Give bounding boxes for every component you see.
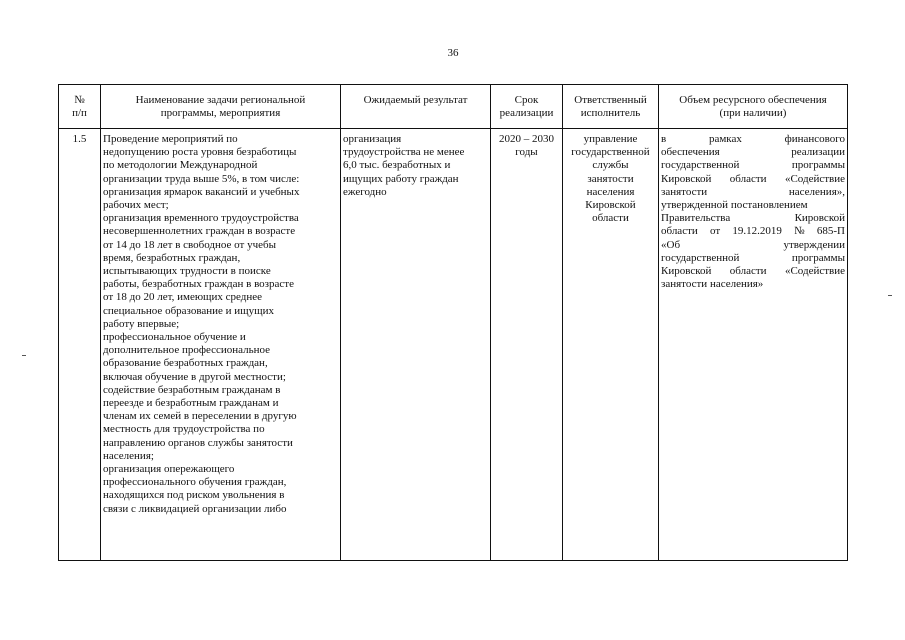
header-executor-line: Ответственный: [574, 94, 647, 106]
task-line: несовершеннолетних граждан в возрасте: [103, 225, 296, 238]
resources-line: области от 19.12.2019 № 685-П: [661, 225, 845, 238]
executor-line: службы: [592, 159, 629, 172]
header-term: [491, 85, 563, 129]
executor-line: занятости: [587, 172, 634, 185]
header-row: [59, 85, 848, 129]
term-line: 2020 – 2030: [499, 133, 554, 145]
task-line: испытывающих трудности в поиске: [103, 265, 271, 278]
resources-line: утвержденной постановлением: [661, 199, 808, 212]
task-line: находящихся под риском увольнения в: [103, 489, 285, 502]
header-task-line: Наименование задачи региональной: [135, 94, 306, 106]
task-line: связи с ликвидацией организации либо: [103, 502, 287, 515]
task-line: работы, безработных граждан в возрасте: [103, 278, 294, 291]
row-term: [491, 129, 563, 561]
program-table: [58, 84, 848, 561]
resources-line: занятости населения»: [661, 278, 764, 291]
row-num: [59, 129, 101, 561]
task-line: Проведение мероприятий по: [103, 133, 238, 145]
header-resources-line: Объем ресурсного обеспечения: [679, 94, 827, 106]
resources-line: Кировской области «Содействие: [661, 265, 845, 278]
task-line: специальное образование и ищущих: [103, 304, 275, 317]
task-line: от 14 до 18 лет в свободное от учебы: [103, 238, 276, 251]
task-line: населения;: [103, 449, 154, 462]
task-line: по методологии Международной: [103, 159, 258, 172]
header-executor: [563, 85, 659, 129]
task-line: рабочих мест;: [103, 199, 169, 212]
row-num-value: 1.5: [72, 133, 87, 145]
resources-line: обеспечения реализации: [661, 146, 845, 159]
header-task: [101, 85, 341, 129]
task-line: от 18 до 20 лет, имеющих среднее: [103, 291, 263, 304]
result-line: ищущих работу граждан: [343, 172, 459, 185]
executor-line: населения: [586, 185, 635, 198]
header-num-line: №: [74, 94, 85, 106]
task-line: профессионального обучения граждан,: [103, 476, 287, 489]
executor-line: управление: [583, 133, 638, 145]
header-resources: [659, 85, 848, 129]
task-line: недопущению роста уровня безработицы: [103, 146, 297, 159]
row-executor: [563, 129, 659, 561]
resources-line: «Об утверждении: [661, 238, 845, 251]
resources-line: Кировской области «Содействие: [661, 172, 845, 185]
task-line: направлению органов службы занятости: [103, 436, 293, 449]
result-line: трудоустройства не менее: [343, 146, 465, 159]
task-line: содействие безработным гражданам в: [103, 383, 281, 396]
resources-line: государственной программы: [661, 159, 845, 172]
result-line: организация: [343, 133, 402, 145]
row-result: [341, 129, 491, 561]
task-line: организация опережающего: [103, 463, 235, 476]
header-resources-line: (при наличии): [719, 107, 787, 120]
row-resources: [659, 129, 848, 561]
executor-line: Кировской: [585, 199, 636, 212]
task-line: организации труда выше 5%, в том числе:: [103, 172, 300, 185]
resources-line: занятости населения»,: [661, 185, 845, 198]
resources-line: в рамках финансового: [661, 133, 845, 145]
task-line: переезде и безработным гражданам и: [103, 397, 279, 410]
scan-speck: [888, 295, 892, 296]
header-task-line: программы, мероприятия: [160, 107, 281, 120]
task-line: профессиональное обучение и: [103, 331, 246, 344]
header-num-line: п/п: [72, 107, 87, 120]
task-line: организация временного трудоустройства: [103, 212, 299, 225]
row-task: [101, 129, 341, 561]
resources-line: государственной программы: [661, 251, 845, 264]
task-line: местность для трудоустройства по: [103, 423, 265, 436]
executor-line: государственной: [571, 146, 650, 159]
task-line: работу впервые;: [103, 317, 180, 330]
task-line: организация ярмарок вакансий и учебных: [103, 185, 300, 198]
header-num: [59, 85, 101, 129]
header-result-line: Ожидаемый результат: [363, 94, 468, 106]
task-line: членам их семей в переселении в другую: [103, 410, 297, 423]
task-line: образование безработных граждан,: [103, 357, 268, 370]
executor-line: области: [592, 212, 629, 225]
header-term-line: Срок: [514, 94, 539, 106]
page-number: 36: [447, 47, 459, 59]
header-executor-line: исполнитель: [580, 107, 641, 120]
resources-line: Правительства Кировской: [661, 212, 845, 225]
scan-speck: [22, 355, 26, 356]
header-result: [341, 85, 491, 129]
table-row: [59, 129, 848, 561]
task-line: дополнительное профессиональное: [103, 344, 271, 357]
task-line: время, безработных граждан,: [103, 251, 241, 264]
result-line: ежегодно: [343, 185, 387, 198]
result-line: 6,0 тыс. безработных и: [343, 159, 451, 172]
task-line: включая обучение в другой местности;: [103, 370, 286, 383]
term-line: годы: [515, 146, 538, 159]
header-term-line: реализации: [499, 107, 554, 120]
